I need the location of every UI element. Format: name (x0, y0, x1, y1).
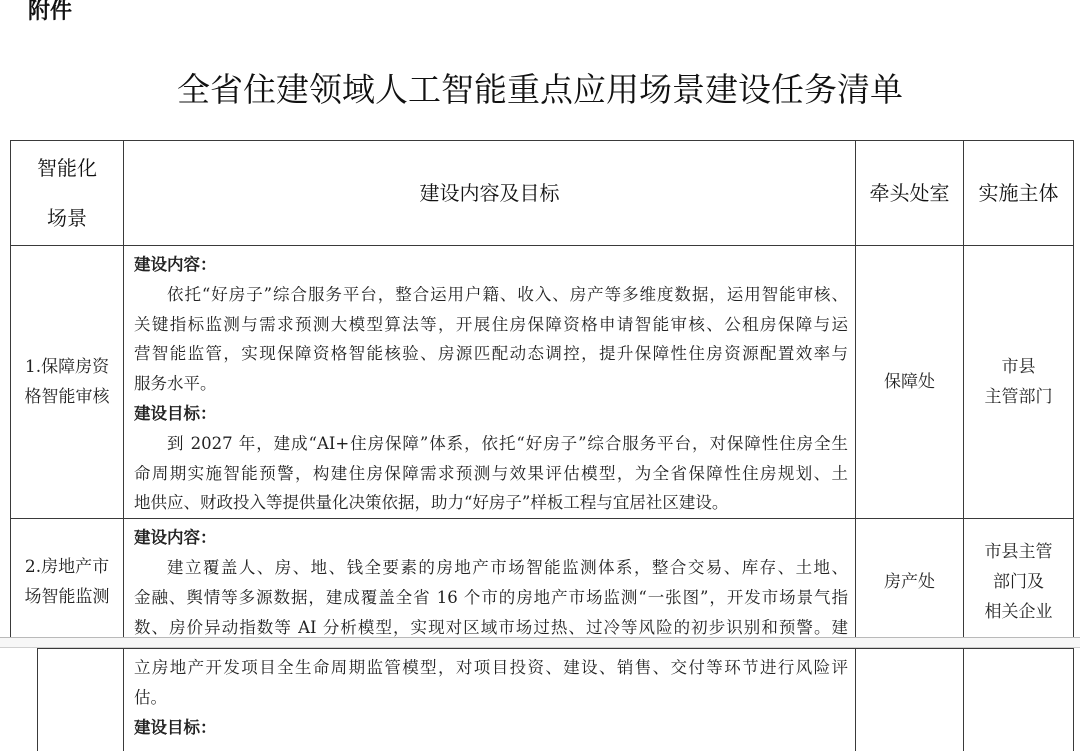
content-line: 数、房价异动指数等 AI 分析模型，实现对区域市场过热、过冷等风险的初步识别和预警。建 (134, 617, 848, 637)
implementer-line: 市县 (1001, 357, 1036, 378)
row-implementer-cell (964, 246, 1074, 519)
row-implementer-cell (964, 519, 1074, 637)
scene-line: 格智能审核 (24, 387, 110, 408)
content-line: 营智能监管，实现保障资格智能核验、房源匹配动态调控，提升保障性住房资源配置效率与 (134, 344, 848, 364)
header-scene-line: 智能化 (37, 156, 97, 180)
header-content (124, 141, 856, 246)
attachment-label: 附件 (28, 0, 73, 24)
content-line: 服务水平。 (134, 374, 217, 394)
implementer-line: 市县主管 (984, 541, 1053, 562)
row-scene-cell (11, 246, 124, 519)
scene-line: 场智能监测 (24, 586, 110, 607)
table-row (11, 519, 1074, 637)
lead-office: 房产处 (884, 571, 935, 592)
row-content-cell (124, 519, 856, 637)
implementer-line: 相关企业 (984, 601, 1053, 622)
header-scene (11, 141, 124, 246)
content-line: 依托“好房子”综合服务平台，整合运用户籍、收入、房产等多维度数据，运用智能审核、 (167, 284, 848, 304)
row-scene-cell (11, 519, 124, 637)
table-header-row (11, 141, 1074, 246)
goal-heading: 建设目标： (134, 717, 217, 737)
implementer-line: 部门及 (993, 571, 1044, 592)
row-implementer-cell (964, 649, 1074, 751)
lead-office: 保障处 (884, 372, 935, 393)
document-title: 全省住建领域人工智能重点应用场景建设任务清单 (177, 70, 903, 109)
row-lead-office-cell (856, 649, 964, 751)
row-lead-office-cell (856, 519, 964, 637)
header-implementer (964, 141, 1074, 246)
header-content-label: 建设内容及目标 (419, 181, 560, 205)
header-scene-line: 场景 (47, 206, 87, 230)
content-line: 关键指标监测与需求预测大模型算法等，开展住房保障资格申请智能审核、公租房保障与运 (134, 314, 848, 334)
table-row (38, 649, 1074, 751)
table-row (11, 246, 1074, 519)
implementer-line: 主管部门 (984, 387, 1053, 408)
content-heading: 建设内容： (134, 255, 217, 274)
header-implementer-label: 实施主体 (978, 181, 1059, 205)
content-line: 建立覆盖人、房、地、钱全要素的房地产市场智能监测体系，整合交易、库存、土地、 (167, 557, 848, 577)
document-page-2 (0, 648, 1080, 751)
content-line: 立房地产开发项目全生命周期监管模型，对项目投资、建设、销售、交付等环节进行风险评 (134, 658, 848, 677)
task-list-table (10, 140, 1074, 637)
goal-heading: 建设目标： (134, 403, 217, 423)
task-list-table-continued (37, 648, 1074, 751)
goal-line: 地供应、财政投入等提供量化决策依据，助力“好房子”样板工程与宜居社区建设。 (134, 493, 729, 513)
content-line: 金融、舆情等多源数据，建成覆盖全省 16 个市的房地产市场监测“一张图”，开发市场景气指 (134, 587, 848, 607)
content-line: 估。 (134, 687, 167, 707)
goal-line: 到 2027 年，建成“AI+住房保障”体系，依托“好房子”综合服务平台，对保障性住房全生 (167, 433, 848, 453)
goal-line: 命周期实施智能预警，构建住房保障需求预测与效果评估模型，为全省保障性住房规划、土 (134, 463, 848, 483)
header-lead-office-label: 牵头处室 (869, 181, 950, 205)
scene-line: 1.保障房资 (24, 357, 110, 378)
row-content-cell (124, 649, 856, 751)
content-heading: 建设内容： (134, 528, 217, 548)
page-break (0, 637, 1080, 648)
scene-line: 2.房地产市 (24, 556, 110, 577)
header-lead-office (856, 141, 964, 246)
row-content-cell (124, 246, 856, 519)
row-lead-office-cell (856, 246, 964, 519)
row-scene-cell (38, 649, 124, 751)
